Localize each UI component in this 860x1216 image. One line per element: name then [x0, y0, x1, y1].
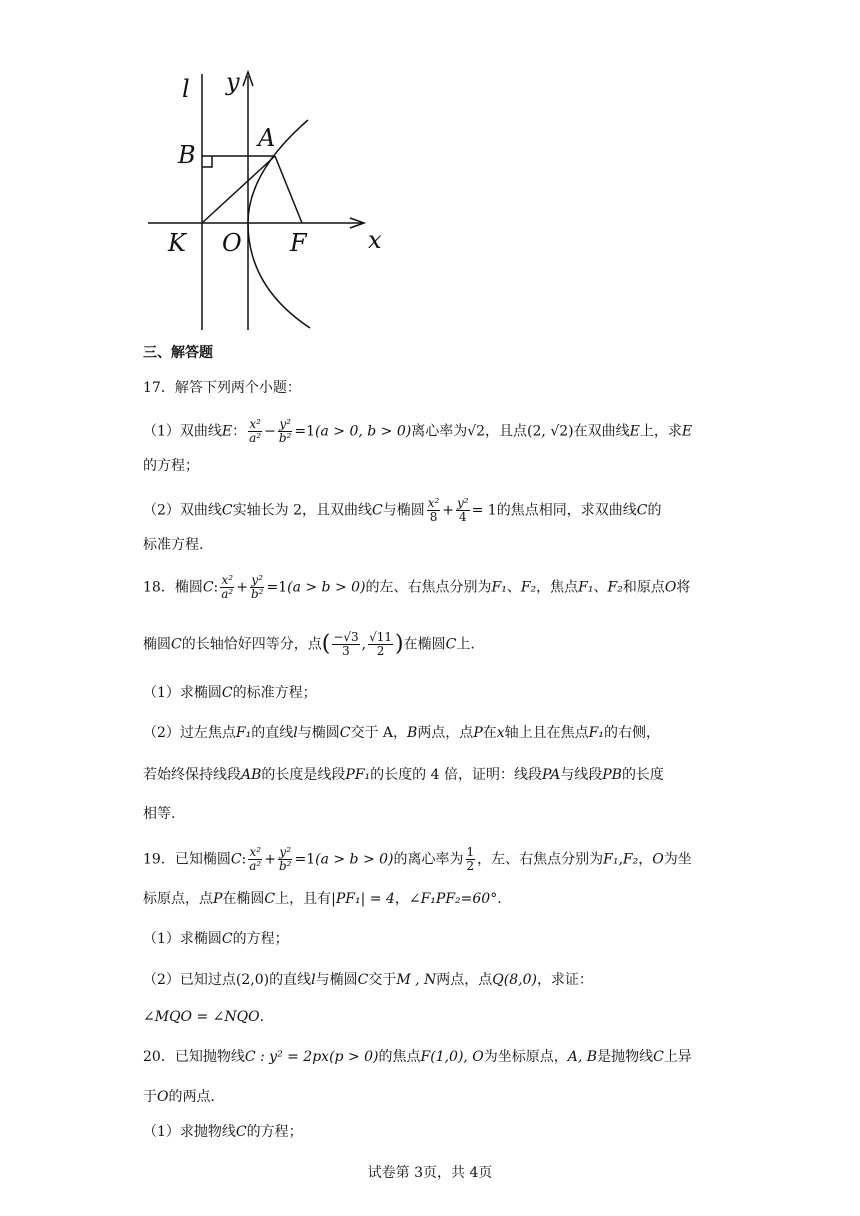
- q20-part1: （1）求抛物线C的方程；: [143, 1124, 303, 1140]
- label-B: B: [178, 141, 196, 169]
- q18-part2: （2）过左焦点F₁的直线l与椭圆C交于 A，B两点，点P在x轴上且在焦点F₁的右侧，: [143, 725, 660, 741]
- q19-stem-2: 标原点，点P在椭圆C上，且有|PF₁| = 4，∠F₁PF₂=60°.: [143, 891, 502, 907]
- segment-KA: [202, 156, 275, 223]
- parabola-figure: [140, 62, 400, 334]
- q19-part1: （1）求椭圆C的方程；: [143, 931, 289, 947]
- q17-part1-tail: 的方程；: [143, 458, 199, 474]
- label-F: F: [290, 229, 307, 257]
- label-l: l: [182, 75, 190, 103]
- q18-part2-tail: 相等.: [143, 806, 176, 822]
- label-y: y: [226, 68, 240, 96]
- label-x: x: [368, 226, 382, 254]
- q17-part1: （1）双曲线E： $\frac{\text{x²}}{\text{a²}}$ − $\frac{\text{y²}}{\text{b²}}$ =1(a > 0, b > 0)离心率为√2，且点(2, √2)在双曲线E上，求E: [143, 417, 693, 445]
- label-A: A: [258, 124, 276, 152]
- section-title: 三、解答题: [143, 345, 213, 361]
- q18-part1: （1）求椭圆C的标准方程；: [143, 685, 317, 701]
- q17-part2: （2）双曲线C实轴长为 2，且双曲线C与椭圆 $\frac{\text{x²}}{8}$ + $\frac{\text{y²}}{4}$ = 1的焦点相同，求双曲线C的: [143, 496, 662, 524]
- right-angle-mark: [202, 156, 212, 167]
- q17-part2-tail: 标准方程.: [143, 537, 204, 553]
- q20-stem-2: 于O的两点.: [143, 1089, 215, 1105]
- label-K: K: [168, 229, 186, 257]
- q19-part2: （2）已知过点(2,0)的直线l与椭圆C交于M , N两点，点Q(8,0)，求证：: [143, 972, 593, 988]
- q19-stem: 19．已知椭圆C: $\frac{\text{x²}}{\text{a²}}$ + $\frac{\text{y²}}{\text{b²}}$ =1(a > b > 0)的离心率为 $\frac{1}{2}$ ，左、右焦点分别为F₁,F₂，O为坐: [143, 845, 692, 873]
- q18-part2-cont: 若始终保持线段AB的长度是线段PF₁的长度的 4 倍，证明：线段PA与线段PB的长度: [143, 767, 664, 783]
- q19-part2-formula: ∠MQO = ∠NQO.: [143, 1009, 265, 1025]
- segment-AF: [275, 156, 302, 223]
- q17-heading: 17．解答下列两个小题：: [143, 380, 301, 396]
- page-footer: 试卷第 3页，共 4页: [367, 1165, 493, 1181]
- q18-stem: 18．椭圆C: $\frac{\text{x²}}{\text{a²}}$ + $\frac{\text{y²}}{\text{b²}}$ =1(a > b > 0)的左、右焦点分别为F₁、F₂，焦点F₁、F₂和原点O将: [143, 573, 691, 601]
- q18-stem-2: 椭圆C的长轴恰好四等分，点( $\frac{-√3}{3}$ , $\frac{√11}{2}$ )在椭圆C上.: [143, 630, 475, 658]
- label-O: O: [222, 229, 242, 257]
- q20-stem: 20．已知抛物线C : y² = 2px(p > 0)的焦点F(1,0), O为坐标原点，A, B是抛物线C上异: [143, 1049, 692, 1065]
